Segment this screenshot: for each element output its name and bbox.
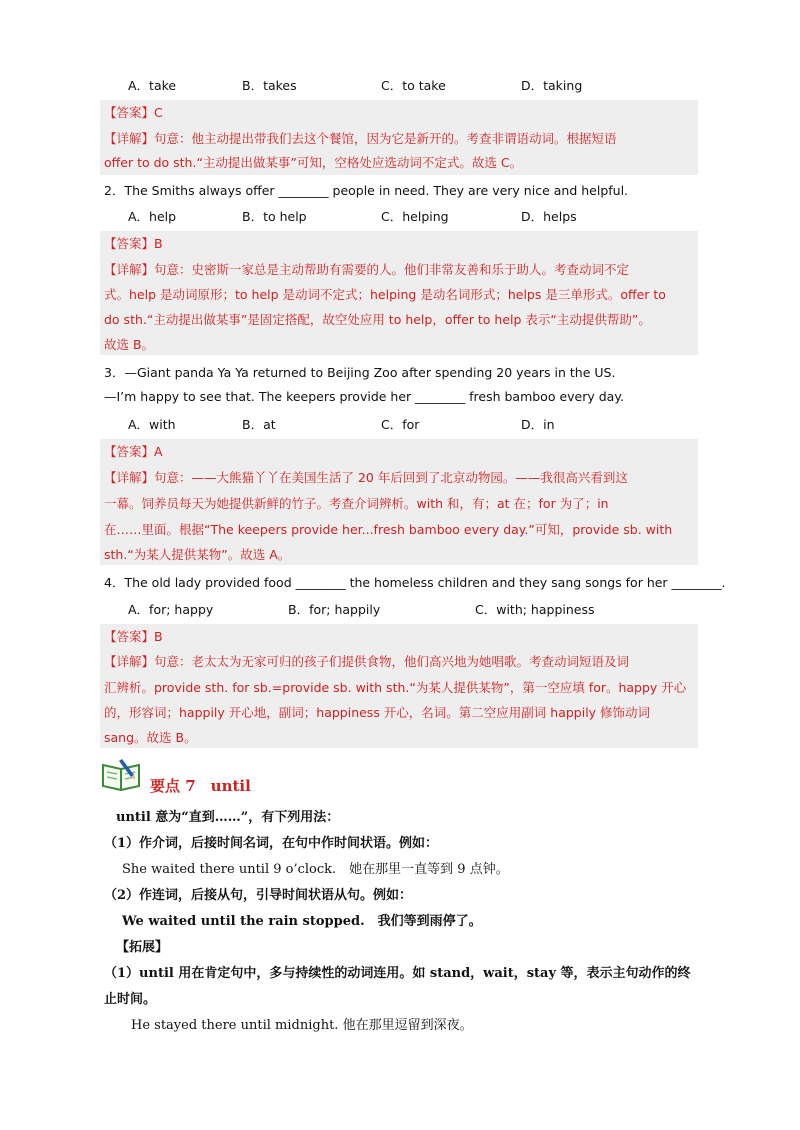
q2-option-b: B．to help (242, 209, 307, 224)
q1-option-a: A．take (128, 78, 177, 93)
q1-answer: 【答案】C (104, 105, 163, 120)
extension-1-line-2: 止时间。 (104, 992, 157, 1007)
q4-answer-box (100, 624, 698, 748)
q2-stem: 2．The Smiths always offer ________ people in need. They are very nice and helpful. (104, 183, 629, 198)
extension-title: 【拓展】 (116, 940, 169, 955)
q3-detail-line-2: 一幕。饲养员每天为她提供新鲜的竹子。考查介词辨析。with 和，有；at 在；for 为了；in (104, 496, 609, 511)
example-3: He stayed there until midnight. 他在那里逗留到深夜。 (131, 1018, 473, 1033)
usage-2: （2）作连词，后接从句，引导时间状语从句。例如： (104, 888, 413, 903)
q3-detail-line-4: sth.“为某人提供某物”。故选 A。 (104, 547, 291, 562)
q4-detail-line-2: 汇辨析。provide sth. for sb.=provide sb. with sth.“为某人提供某物”，第一空应填 for。happy 开心 (104, 680, 687, 695)
q2-option-d: D．helps (521, 209, 577, 224)
q3-stem-line-1: 3．—Giant panda Ya Ya returned to Beijing Zoo after spending 20 years in the US. (104, 365, 616, 380)
q4-option-c: C．with; happiness (475, 602, 595, 617)
q4-answer: 【答案】B (104, 629, 163, 644)
q2-answer: 【答案】B (104, 236, 163, 251)
q2-option-a: A．help (128, 209, 177, 224)
section-heading: 要点 7 until (150, 777, 251, 795)
q1-detail-line-2: offer to do sth.“主动提出做某事”可知，空格处应选动词不定式。故选 C。 (104, 155, 523, 170)
example-2: We waited until the rain stopped. 我们等到雨停了。 (122, 914, 482, 929)
q2-option-c: C．helping (381, 209, 449, 224)
q3-option-d: D．in (521, 417, 555, 432)
q4-option-a: A．for; happy (128, 602, 214, 617)
q1-detail-line-1: 【详解】句意：他主动提出带我们去这个餐馆，因为它是新开的。考查非谓语动词。根据短语 (104, 131, 617, 146)
q2-detail-line-1: 【详解】句意：史密斯一家总是主动帮助有需要的人。他们非常友善和乐于助人。考查动词不定 (104, 262, 630, 277)
q2-detail-line-4: 故选 B。 (104, 337, 155, 352)
q1-answer-box (100, 100, 698, 175)
q4-option-b: B．for; happily (288, 602, 381, 617)
q3-stem-line-2: —I’m happy to see that. The keepers provide her ________ fresh bamboo every day. (104, 389, 624, 404)
q2-detail-line-2: 式。help 是动词原形；to help 是动词不定式；helping 是动名词形式；helps 是三单形式。offer to (104, 287, 666, 302)
extension-1-line-1: （1）until 用在肯定句中，多与持续性的动词连用。如 stand，wait，stay 等，表示主句动作的终 (104, 966, 691, 981)
q4-stem: 4．The old lady provided food ________ the homeless children and they sang songs for her ________. (104, 575, 726, 590)
q3-answer-box (100, 439, 698, 565)
section-intro: until 意为“直到……”，有下列用法： (116, 810, 340, 825)
q3-detail-line-1: 【详解】句意：——大熊猫丫丫在美国生活了 20 年后回到了北京动物园。——我很高兴看到这 (104, 470, 628, 485)
q2-answer-box (100, 231, 698, 355)
q2-detail-line-3: do sth.“主动提出做某事”是固定搭配，故空处应用 to help，offer to help 表示“主动提供帮助”。 (104, 312, 651, 327)
q1-option-c: C．to take (381, 78, 446, 93)
q3-detail-line-3: 在……里面。根据“The keepers provide her...fresh bamboo every day.”可知，provide sb. with (104, 522, 673, 537)
q1-option-b: B．takes (242, 78, 297, 93)
q4-detail-line-1: 【详解】句意：老太太为无家可归的孩子们提供食物，他们高兴地为她唱歌。考查动词短语及词 (104, 654, 630, 669)
notebook-pencil-icon (100, 757, 146, 791)
q3-option-c: C．for (381, 417, 420, 432)
usage-1: （1）作介词，后接时间名词，在句中作时间状语。例如： (104, 836, 439, 851)
q1-option-d: D．taking (521, 78, 583, 93)
q3-option-a: A．with (128, 417, 176, 432)
q3-option-b: B．at (242, 417, 276, 432)
q4-detail-line-3: 的，形容词；happily 开心地，副词；happiness 开心，名词。第二空应用副词 happily 修饰动词 (104, 705, 651, 720)
q3-answer: 【答案】A (104, 444, 163, 459)
q4-detail-line-4: sang。故选 B。 (104, 730, 197, 745)
example-1: She waited there until 9 o’clock. 她在那里一直等到 9 点钟。 (122, 862, 509, 877)
